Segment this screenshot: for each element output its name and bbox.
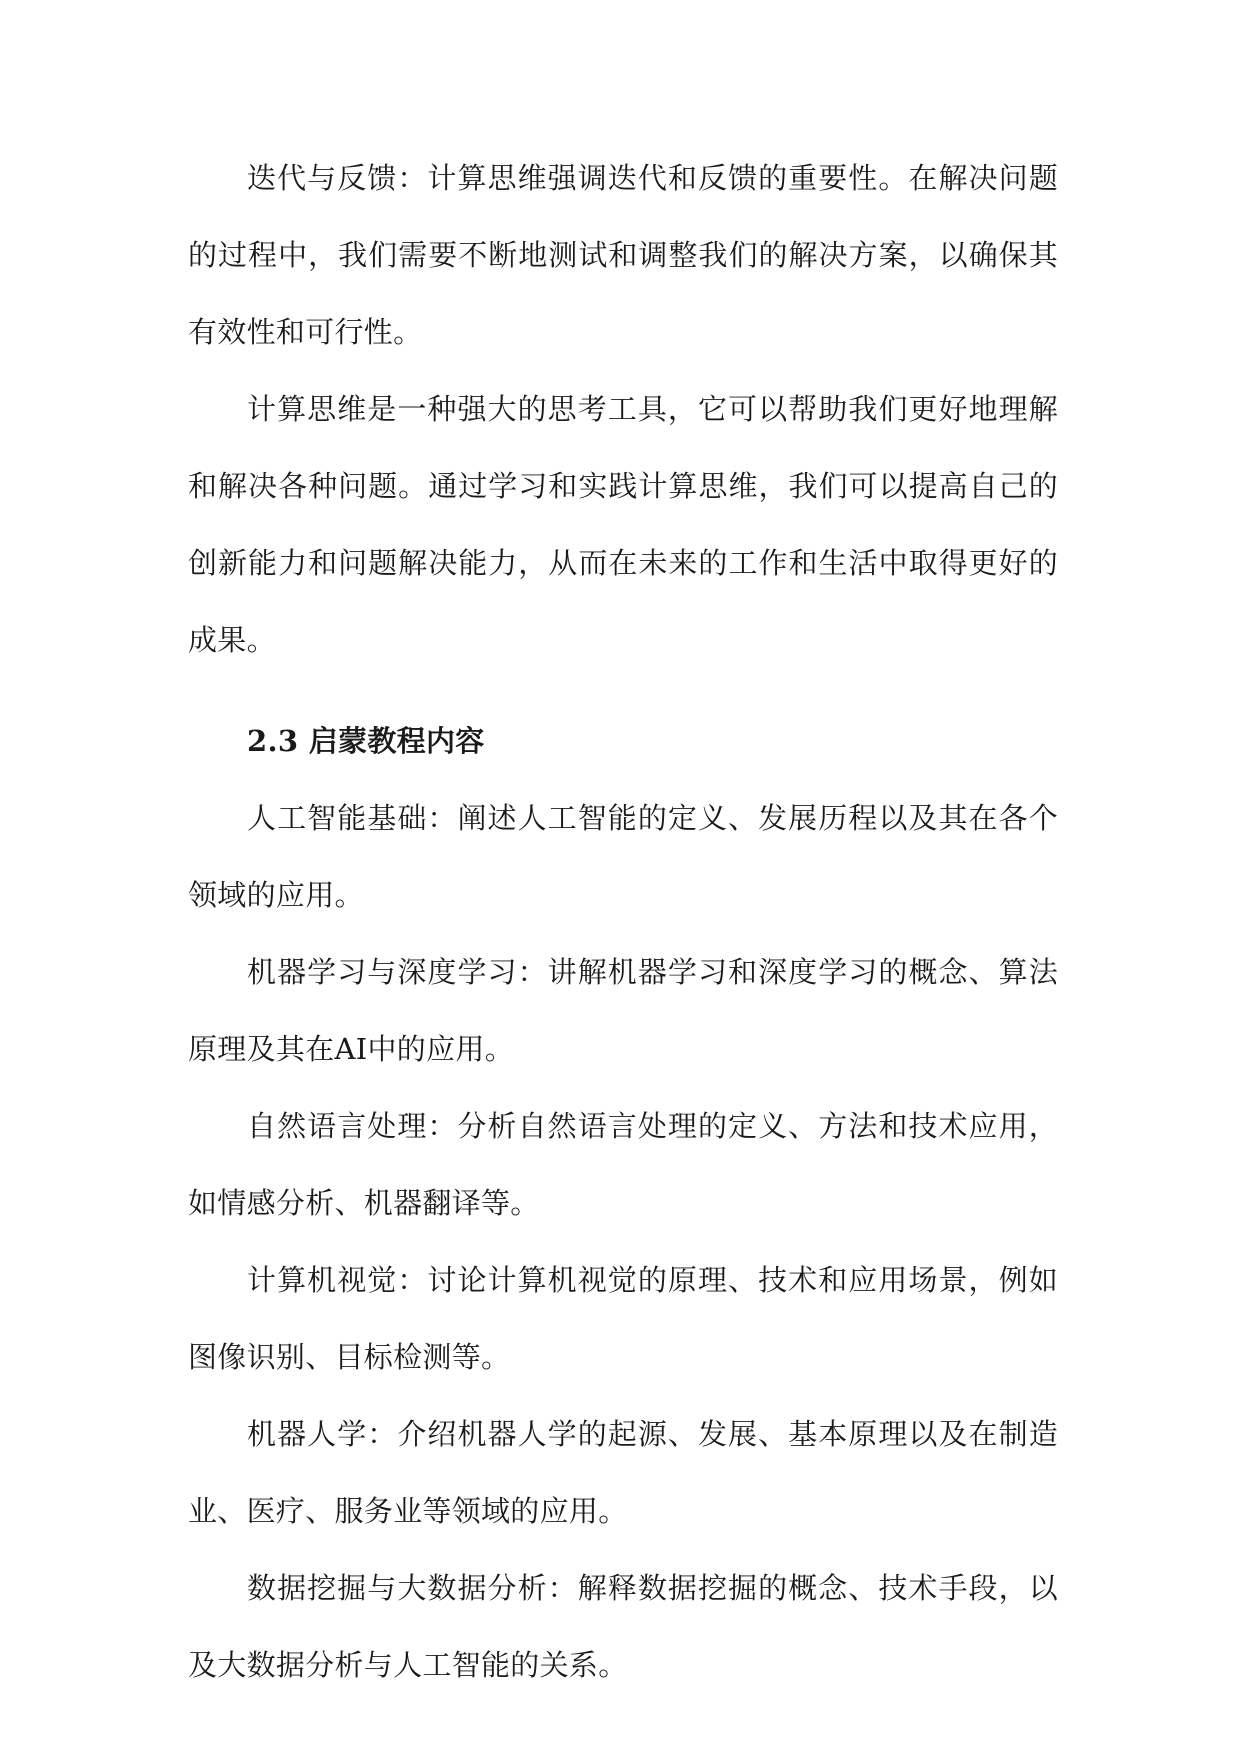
paragraph-nlp: 自然语言处理：分析自然语言处理的定义、方法和技术应用，如情感分析、机器翻译等。 xyxy=(188,1109,1058,1220)
paragraph-computer-vision: 计算机视觉：讨论计算机视觉的原理、技术和应用场景，例如图像识别、目标检测等。 xyxy=(188,1263,1058,1374)
paragraph-data-mining: 数据挖掘与大数据分析：解释数据挖掘的概念、技术手段，以及大数据分析与人工智能的关系。 xyxy=(188,1571,1058,1682)
section-heading: 2.3 启蒙教程内容 xyxy=(247,724,485,758)
paragraph-ai-basics: 人工智能基础：阐述人工智能的定义、发展历程以及其在各个领域的应用。 xyxy=(188,801,1058,912)
document-body xyxy=(188,140,1058,1704)
paragraph-machine-learning: 机器学习与深度学习：讲解机器学习和深度学习的概念、算法原理及其在AI中的应用。 xyxy=(188,955,1058,1066)
paragraph-computational-thinking-summary: 计算思维是一种强大的思考工具，它可以帮助我们更好地理解和解决各种问题。通过学习和实践计算思维，我们可以提高自己的创新能力和问题解决能力，从而在未来的工作和生活中取得更好的成果。 xyxy=(188,392,1058,657)
paragraph-robotics: 机器人学：介绍机器人学的起源、发展、基本原理以及在制造业、医疗、服务业等领域的应用。 xyxy=(188,1417,1058,1528)
paragraph-iteration-feedback: 迭代与反馈：计算思维强调迭代和反馈的重要性。在解决问题的过程中，我们需要不断地测试和调整我们的解决方案，以确保其有效性和可行性。 xyxy=(188,161,1058,349)
